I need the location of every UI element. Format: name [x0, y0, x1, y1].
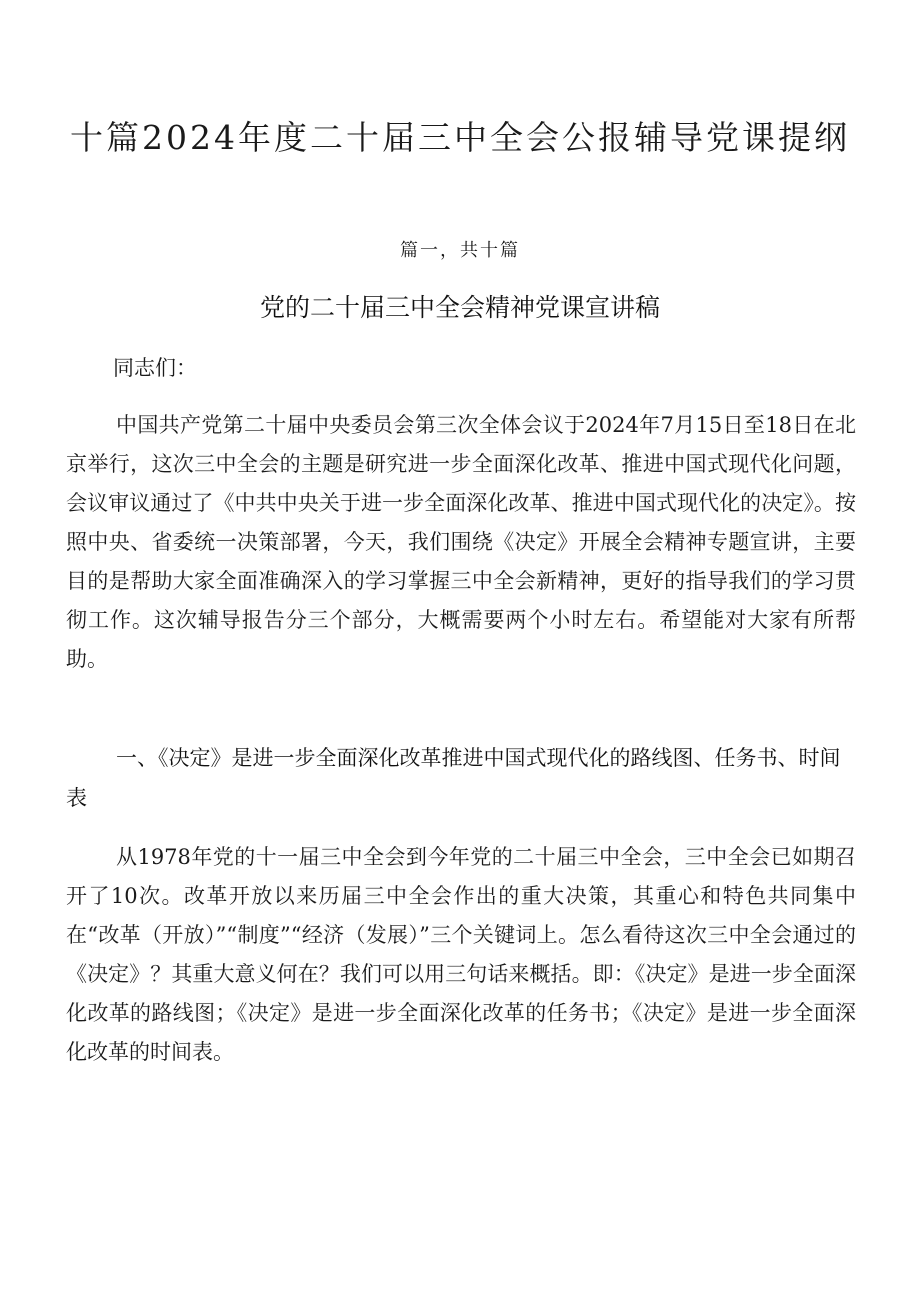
document-title: 十篇2024年度二十届三中全会公报辅导党课提纲 [70, 118, 850, 157]
speech-title: 党的二十届三中全会精神党课宣讲稿 [259, 293, 660, 322]
part-label: 篇一，共十篇 [400, 240, 520, 261]
section-heading-1: 一、《决定》是进一步全面深化改革推进中国式现代化的路线图、任务书、时间表 [66, 746, 841, 810]
greeting: 同志们： [113, 356, 197, 380]
intro-paragraph: 中国共产党第二十届中央委员会第三次全体会议于2024年7月15日至18日在北京举行，这次三中全会的主题是研究进一步全面深化改革、推进中国式现代化问题，会议审议通过了《中共中央关于进一步全面深化改革、推进中国式现代化的决定》。按照中央、省委统一决策部署，今天，我们围绕《决定》开展全会精神专题宣讲，主要目的是帮助大家全面准确深入的学习掌握三中全会新精神，更好的指导我们的学习贯彻工作。这次辅导报告分三个部分，大概需要两个小时左右。希望能对大家有所帮助。 [66, 413, 856, 671]
section-1-paragraph: 从1978年党的十一届三中全会到今年党的二十届三中全会，三中全会已如期召开了10次。改革开放以来历届三中全会作出的重大决策，其重心和特色共同集中在“改革（开放）”“制度”“经济（发展）”三个关键词上。怎么看待这次三中全会通过的《决定》？其重大意义何在？我们可以用三句话来概括。即：《决定》是进一步全面深化改革的路线图；《决定》是进一步全面深化改革的任务书；《决定》是进一步全面深化改革的时间表。 [66, 845, 856, 1064]
